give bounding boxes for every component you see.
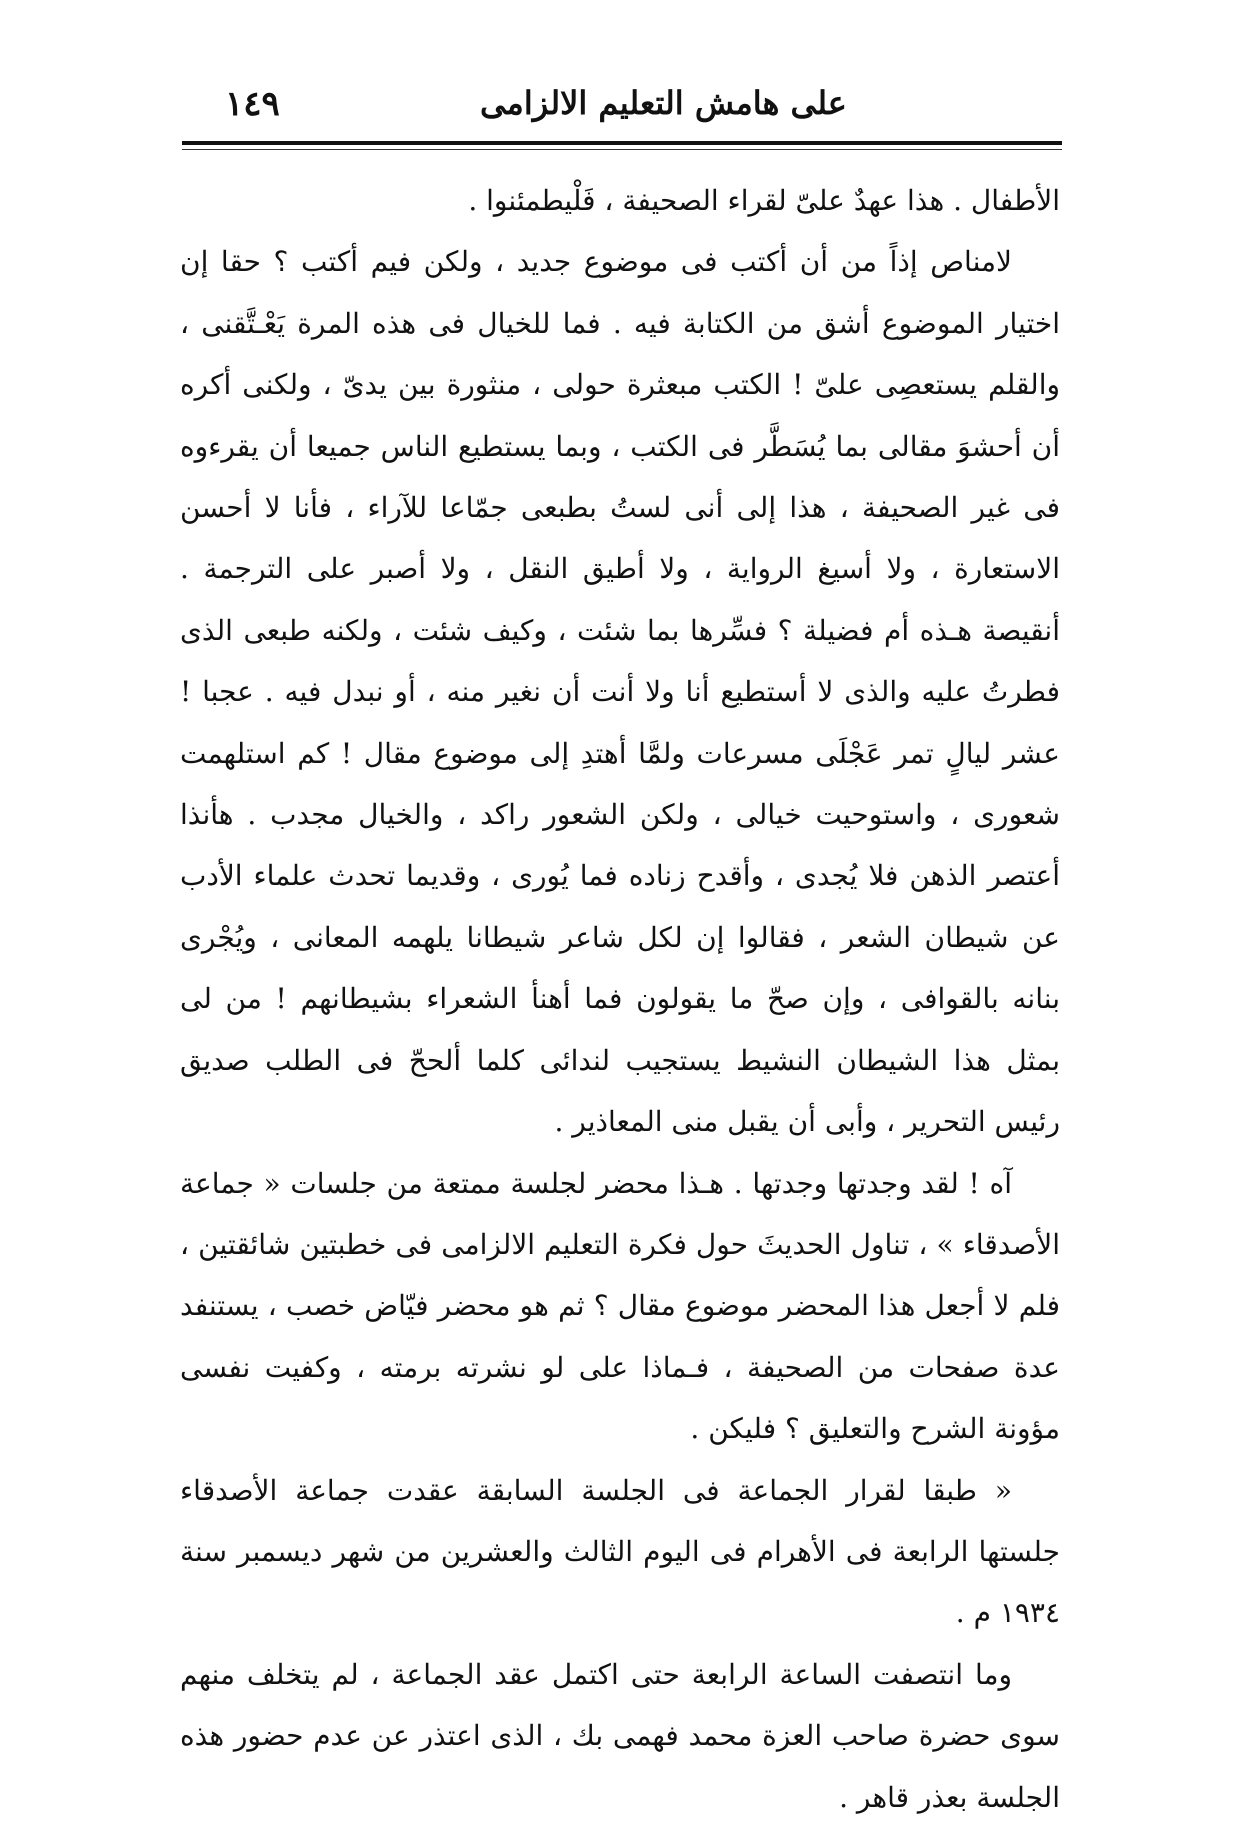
running-title: على هامش التعليم الالزامى <box>480 84 847 122</box>
paragraph-3: آه ! لقد وجدتها وجدتها . هـذا محضر لجلسة ممتعة من جلسات « جماعة الأصدقاء » ، تناول الحديثَ حول فكرة التعليم الالزامى فى خطبتين شائقتين ، فلم لا أجعل هذا المحضر موضوع مقال ؟ ثم هو محضر فيّاض خصب ، يستنفد عدة صفحات من الصحيفة ، فـماذا على لو نشرته برمته ، وكفيت نفسى مؤونة الشرح والتعليق ؟ فليكن . <box>180 1166 1060 1446</box>
paragraph-2: لامناص إذاً من أن أكتب فى موضوع جديد ، ولكن فيم أكتب ؟ حقا إن اختيار الموضوع أشق من الكتابة فيه . فما للخيال فى هذه المرة يَعْـتَّقنى ، والقلم يستعصِى علىّ ! الكتب مبعثرة حولى ، منثورة بين يدىّ ، ولكنى أكره أن أحشوَ مقالى بما يُسَطَّر فى الكتب ، وبما يستطيع الناس جميعا أن يقرءوه فى غير الصحيفة ، هذا إلى أنى لستُ بطبعى جمّاعا للآراء ، فأنا لا أحسن الاستعارة ، ولا أسيغ الرواية ، ولا أطيق النقل ، ولا أصبر على الترجمة . أنقيصة هـذه أم فضيلة ؟ فسِّرها بما شئت ، وكيف شئت ، ولكنه طبعى الذى فطرتُ عليه والذى لا أستطيع أنا ولا أنت أن نغير منه ، أو نبدل فيه . عجبا ! عشر ليالٍ تمر عَجْلَى مسرعات ولمَّا أهتدِ إلى موضوع مقال ! كم استلهمت شعورى ، واستوحيت خيالى ، ولكن الشعور راكد ، والخيال مجدب . هأنذا أعتصر الذهن فلا يُجدى ، وأقدح زناده فما يُورى ، وقديما تحدث علماء الأدب عن شيطان الشعر ، فقالوا إن لكل شاعر شيطانا يلهمه المعانى ، ويُجْرى بنانه بالقوافى ، وإن صحّ ما يقولون فما أهنأ الشعراء بشيطانهم ! من لى بمثل هذا الشيطان النشيط يستجيب لندائى كلما ألححّ فى الطلب صديق رئيس التحرير ، وأبى أن يقبل منى المعاذير . <box>180 245 1061 1139</box>
body-text <box>180 170 1060 1828</box>
paragraph-5: وما انتصفت الساعة الرابعة حتى اكتمل عقد الجماعة ، لم يتخلف منهم سوى حضرة صاحب العزة محمد فهمى بك ، الذى اعتذر عن عدم حضور هذه الجلسة بعذر قاهر . <box>180 1657 1060 1814</box>
paragraph-1: الأطفال . هذا عهدٌ علىّ لقراء الصحيفة ، فَلْيطمئنوا . <box>468 184 1060 217</box>
header-rule <box>182 141 1062 145</box>
header-rule-thin <box>182 149 1062 150</box>
page-header <box>180 78 1060 130</box>
paragraph-4: « طبقا لقرار الجماعة فى الجلسة السابقة عقدت جماعة الأصدقاء جلستها الرابعة فى الأهرام فى اليوم الثالث والعشرين من شهر ديسمبر سنة ١٩٣٤ م . <box>180 1473 1060 1630</box>
page-number: ١٤٩ <box>225 84 280 124</box>
